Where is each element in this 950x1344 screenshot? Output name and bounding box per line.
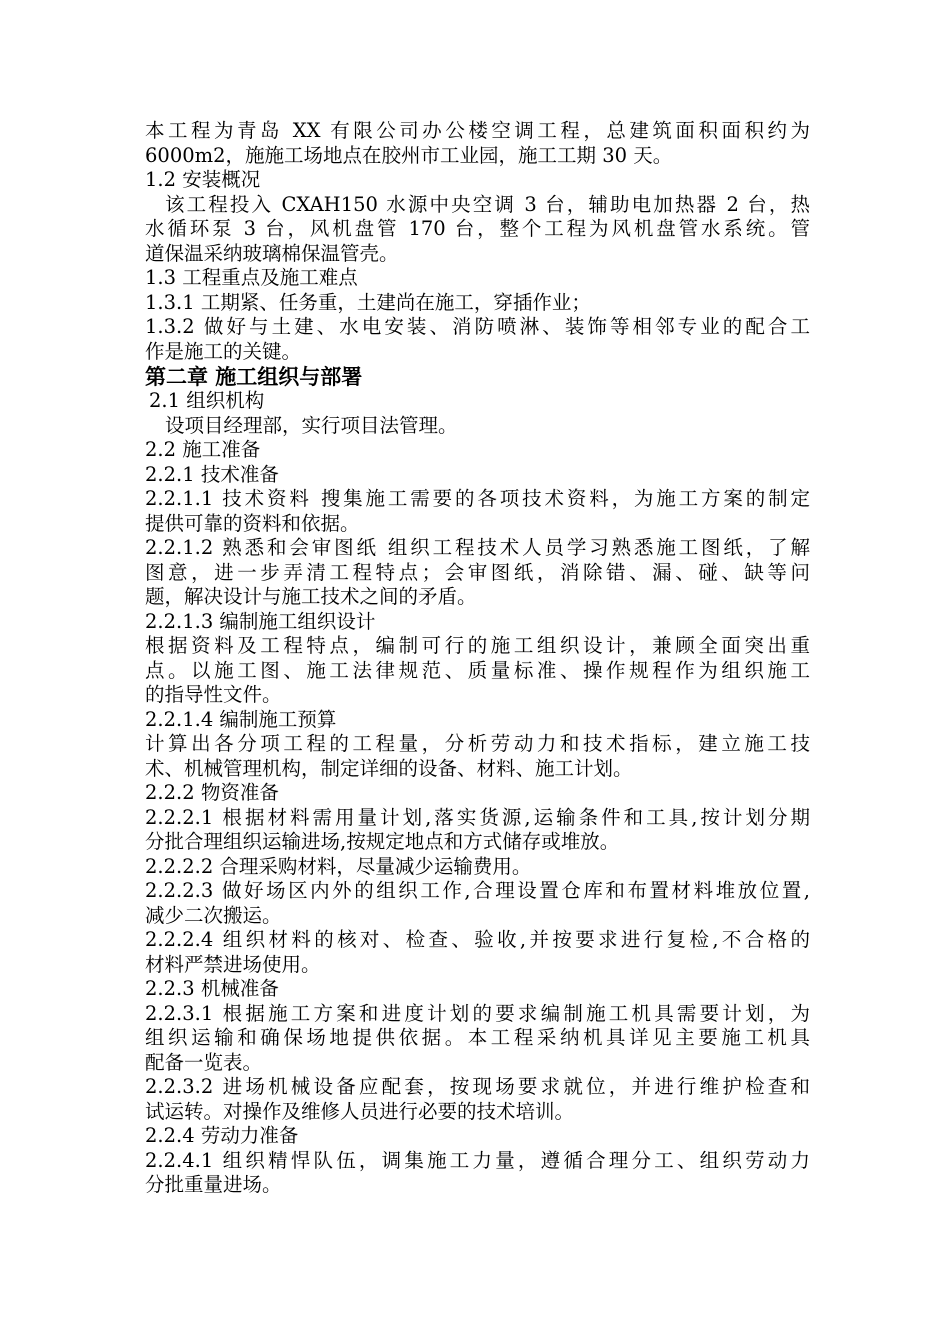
paragraph-line: 2.2.2.4 组织材料的核对、检查、验收,并按要求进行复检,不合格的: [145, 928, 810, 951]
paragraph-line: 材料严禁进场使用。: [145, 952, 321, 976]
section-heading: 2.2 施工准备: [145, 438, 261, 461]
paragraph-line: 2.2.1.2 熟悉和会审图纸 组织工程技术人员学习熟悉施工图纸，了解: [145, 536, 810, 559]
paragraph-line: 作是施工的关键。: [145, 339, 302, 363]
paragraph-line: 2.2.4.1 组织精悍队伍，调集施工力量，遵循合理分工、组织劳动力: [145, 1148, 810, 1172]
paragraph-line: 术、机械管理机构，制定详细的设备、材料、施工计划。: [145, 756, 633, 780]
paragraph-line: 1.3.2 做好与土建、水电安装、消防喷淋、装饰等相邻专业的配合工: [145, 315, 810, 338]
paragraph-line: 组织运输和确保场地提供依据。本工程采纳机具详见主要施工机具: [145, 1026, 810, 1049]
paragraph-line: 图意，进一步弄清工程特点；会审图纸，消除错、漏、碰、缺等问: [145, 560, 810, 584]
document-body: [145, 119, 810, 1198]
paragraph-line: 6000m2，施施工场地点在胶州市工业园，施工工期 30 天。: [145, 143, 673, 167]
paragraph-line: 的指导性文件。: [145, 683, 282, 706]
paragraph-line: 该工程投入 CXAH150 水源中央空调 3 台，辅助电加热器 2 台，热: [165, 192, 810, 216]
paragraph-line: 减少二次搬运。: [145, 903, 282, 927]
paragraph-line: 2.2.2.1 根据材料需用量计划,落实货源,运输条件和工具,按计划分期: [145, 805, 810, 829]
paragraph-line: 分批重量进场。: [145, 1173, 282, 1196]
paragraph-line: 2.2.2.2 合理采购材料，尽量减少运输费用。: [145, 854, 532, 878]
paragraph-line: 提供可靠的资料和依据。: [145, 511, 360, 535]
section-heading: 2.1 组织机构: [149, 389, 265, 412]
paragraph-line: 2.2.3.2 进场机械设备应配套，按现场要求就位，并进行维护检查和: [145, 1075, 810, 1098]
paragraph-line: 2.2.1.1 技术资料 搜集施工需要的各项技术资料，为施工方案的制定: [145, 487, 810, 510]
section-heading: 1.2 安装概况: [145, 168, 261, 191]
section-heading: 2.2.2 物资准备: [145, 781, 279, 804]
section-heading: 2.2.4 劳动力准备: [145, 1124, 299, 1147]
paragraph-line: 试运转。对操作及维修人员进行必要的技术培训。: [145, 1099, 575, 1123]
section-heading: 2.2.1.4 编制施工预算: [145, 707, 337, 731]
paragraph-line: 根据资料及工程特点，编制可行的施工组织设计，兼顾全面突出重: [145, 634, 810, 657]
paragraph-line: 2.2.2.3 做好场区内外的组织工作,合理设置仓库和布置材料堆放位置,: [145, 879, 810, 902]
section-heading: 2.2.3 机械准备: [145, 977, 279, 1000]
paragraph-line: 题，解决设计与施工技术之间的矛盾。: [145, 585, 477, 608]
paragraph-line: 分批合理组织运输进场,按规定地点和方式储存或堆放。: [145, 830, 620, 853]
section-heading: 1.3 工程重点及施工难点: [145, 266, 358, 289]
paragraph-line: 水循环泵 3 台，风机盘管 170 台，整个工程为风机盘管水系统。管: [145, 217, 810, 240]
paragraph-line: 2.2.3.1 根据施工方案和进度计划的要求编制施工机具需要计划，为: [145, 1001, 810, 1025]
section-heading: 2.2.1 技术准备: [145, 462, 279, 486]
paragraph-line: 点。以施工图、施工法律规范、质量标准、操作规程作为组织施工: [145, 658, 810, 682]
chapter-heading: 第二章 施工组织与部署: [145, 364, 363, 389]
paragraph-line: 本工程为青岛 XX 有限公司办公楼空调工程，总建筑面积面积约为: [145, 119, 810, 142]
paragraph-line: 配备一览表。: [145, 1050, 263, 1074]
paragraph-line: 道保温采纳玻璃棉保温管壳。: [145, 241, 399, 265]
section-heading: 2.2.1.3 编制施工组织设计: [145, 609, 376, 633]
paragraph-line: 1.3.1 工期紧、任务重，土建尚在施工，穿插作业；: [145, 290, 591, 314]
paragraph-line: 计算出各分项工程的工程量，分析劳动力和技术指标，建立施工技: [145, 732, 810, 755]
paragraph-line: 设项目经理部，实行项目法管理。: [165, 413, 458, 437]
